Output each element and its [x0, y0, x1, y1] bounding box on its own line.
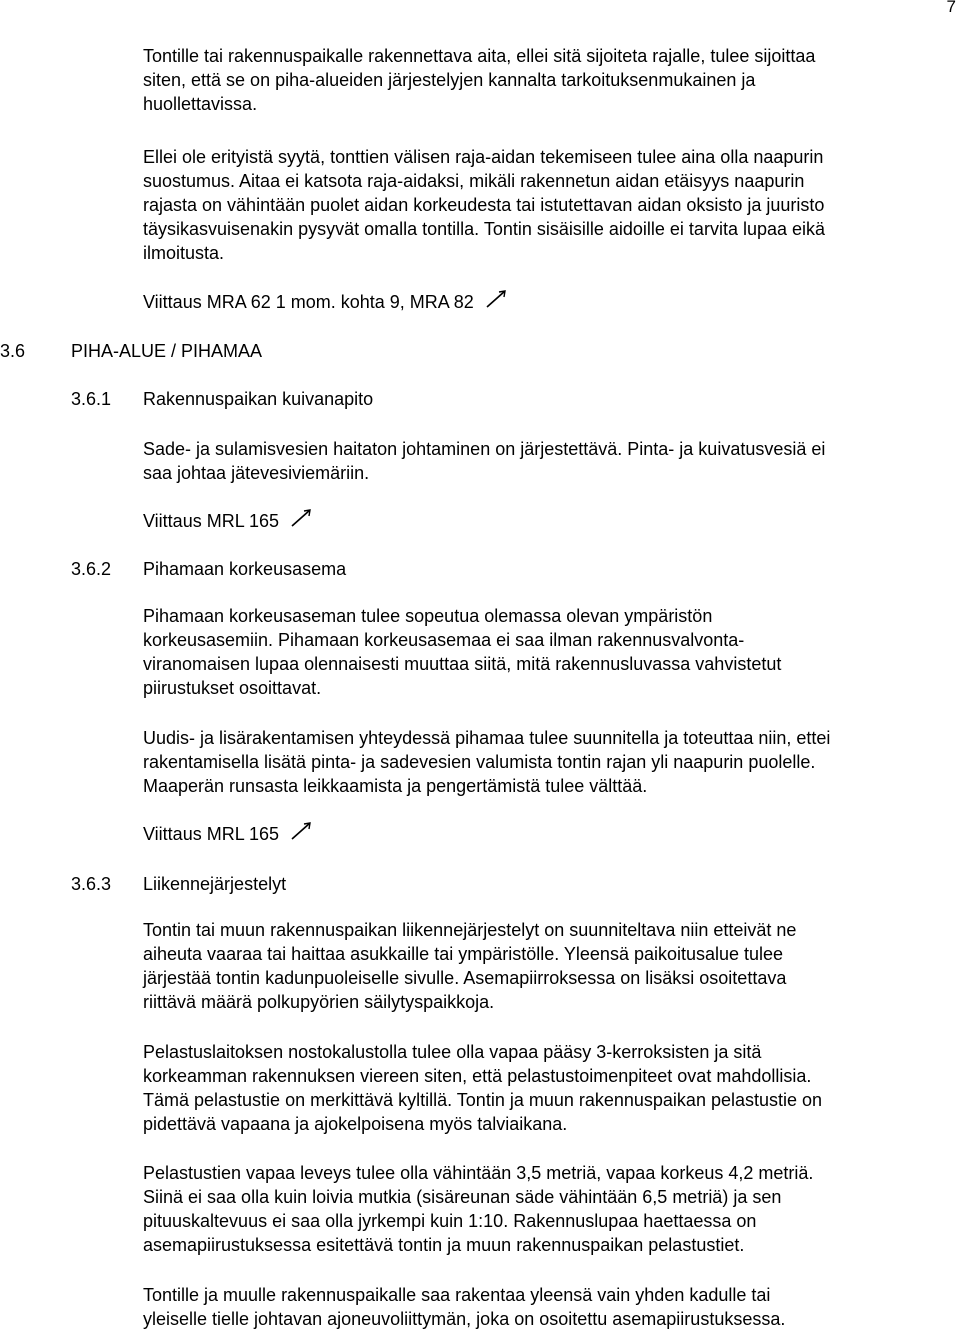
page-number: 7 [946, 0, 956, 16]
section-number: 3.6 [0, 341, 26, 361]
reference-line [143, 290, 507, 314]
subsection-title: Rakennuspaikan kuivanapito [143, 389, 374, 409]
section-reference-arrow-icon [485, 288, 507, 310]
section-reference-arrow-icon [290, 820, 312, 842]
subsection-heading [71, 557, 346, 581]
subsection-heading [71, 872, 286, 896]
paragraph-rescue-road-dimensions: Pelastustien vapaa leveys tulee olla vähintään 3,5 metriä, vapaa korkeus 4,2 metriä. Siinä ei saa olla kuin loivia mutkia (sisäreunan säde vähintään 6,5 metriä) ja sen pituuskaltevuus ei saa olla jyrkempi kuin 1:10. Rakennuslupaa haettaessa on asemapiirustuksessa esitettävä tontin ja muun rakennuspaikan pelastustiet. [143, 1163, 814, 1255]
subsection-number: 3.6.3 [71, 874, 112, 894]
subsection-title: Liikennejärjestelyt [143, 874, 287, 894]
paragraph-drainage: Sade- ja sulamisvesien haitaton johtaminen on järjestettävä. Pinta- ja kuivatusvesiä ei saa johtaa jätevesiviemäriin. [143, 439, 826, 483]
subsection-number: 3.6.1 [71, 389, 112, 409]
paragraph-rescue-access: Pelastuslaitoksen nostokalustolla tulee olla vapaa pääsy 3-kerroksisten ja sitä korkeamman rakennuksen viereen siten, että pelastustoimenpiteet ovat mahdollisia. Tämä pelastustie on merkittävä kyltillä. Tontin ja muun rakennuspaikan pelastustie on pidettävä vapaana ja ajokelpoisena myös talviaikana. [143, 1042, 823, 1134]
paragraph-yard-planning: Uudis- ja lisärakentamisen yhteydessä pihamaa tulee suunnitella ja toteuttaa niin, ettei rakentamisella lisätä pinta- ja sadevesien valumista tontin rajan yli naapurin puolelle. Maaperän runsasta leikkaamista ja pengertämistä tulee välttää. [143, 728, 831, 796]
subsection-heading [71, 387, 373, 411]
paragraph-yard-elevation: Pihamaan korkeusaseman tulee sopeutua olemassa olevan ympäristön korkeusasemiin. Pihamaan korkeusasemaa ei saa ilman rakennusvalvonta- viranomaisen lupaa olennaisesti muuttaa siitä, mitä rakennusluvassa vahvistetut piirustukset osoittavat. [143, 606, 782, 698]
reference-text: Viittaus MRL 165 [143, 511, 280, 531]
reference-line [143, 509, 312, 533]
paragraph-vehicle-connection: Tontille ja muulle rakennuspaikalle saa rakentaa yleensä vain yhden kadulle tai yleiselle tielle johtavan ajoneuvoliittymän, joka on osoitettu asemapiirustuksessa. [143, 1285, 786, 1329]
reference-text: Viittaus MRL 165 [143, 824, 280, 844]
paragraph-fence-placement: Tontille tai rakennuspaikalle rakennettava aita, ellei sitä sijoiteta rajalle, tulee sijoittaa siten, että se on piha-alueiden järjestelyjen kannalta tarkoituksenmukainen ja huollettavissa. [143, 46, 816, 114]
paragraph-traffic-arrangements: Tontin tai muun rakennuspaikan liikennejärjestelyt on suunniteltava niin etteivät ne aiheuta vaaraa tai haittaa asukkaille tai ympäristölle. Yleensä paikoitusalue tulee järjestää tontin kadunpuoleiselle sivulle. Asemapiirroksessa on lisäksi osoitettava riittävä määrä polkupyörien säilytyspaikkoja. [143, 920, 797, 1012]
subsection-number: 3.6.2 [71, 559, 112, 579]
reference-text: Viittaus MRA 62 1 mom. kohta 9, MRA 82 [143, 292, 474, 312]
paragraph-boundary-fence: Ellei ole erityistä syytä, tonttien välisen raja-aidan tekemiseen tulee aina olla naapurin suostumus. Aitaa ei katsota raja-aidaksi, mikäli rakennetun aidan etäisyys naapurin rajasta on vähintään puolet aidan korkeudesta tai istutettavan aidan oksisto ja juuristo täysikasvuisenakin pysyvät omalla tontilla. Tontin sisäisille aidoille ei tarvita lupaa eikä ilmoitusta. [143, 147, 826, 263]
section-title: PIHA-ALUE / PIHAMAA [71, 341, 263, 361]
subsection-title: Pihamaan korkeusasema [143, 559, 347, 579]
reference-line [143, 822, 312, 846]
section-heading [0, 339, 262, 363]
section-reference-arrow-icon [290, 507, 312, 529]
